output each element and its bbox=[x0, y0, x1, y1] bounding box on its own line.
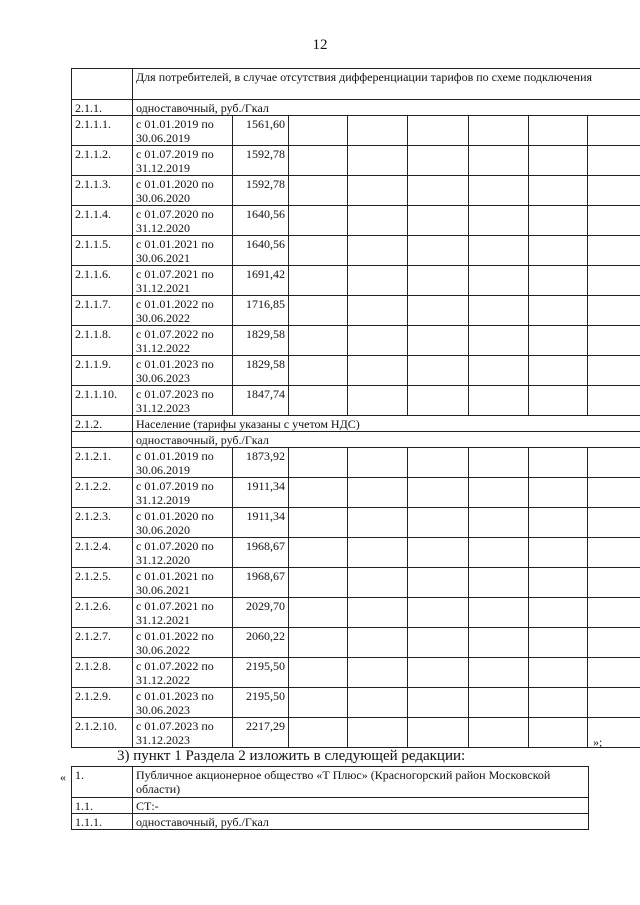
empty-cell bbox=[588, 568, 640, 598]
empty-cell bbox=[529, 386, 588, 416]
section-label: Население (тарифы указаны с учетом НДС) bbox=[133, 416, 640, 432]
row-num: 2.1.1.2. bbox=[72, 146, 133, 176]
empty-cell bbox=[469, 116, 529, 146]
row-text: СТ:- bbox=[133, 798, 589, 814]
empty-cell bbox=[529, 146, 588, 176]
row-period: с 01.01.2022 по 30.06.2022 bbox=[133, 628, 233, 658]
empty-cell bbox=[289, 658, 348, 688]
table-row bbox=[72, 628, 640, 658]
empty-cell bbox=[408, 236, 469, 266]
row-value: 1592,78 bbox=[233, 176, 289, 206]
table-row bbox=[72, 538, 640, 568]
empty-cell bbox=[529, 688, 588, 718]
empty-cell bbox=[348, 266, 408, 296]
empty-cell bbox=[529, 296, 588, 326]
table-row bbox=[72, 814, 589, 830]
empty-cell bbox=[529, 568, 588, 598]
row-value: 2217,29 bbox=[233, 718, 289, 748]
empty-cell bbox=[469, 176, 529, 206]
empty-cell bbox=[529, 718, 588, 748]
empty-cell bbox=[289, 538, 348, 568]
table-row bbox=[72, 116, 640, 146]
empty-cell bbox=[348, 146, 408, 176]
empty-cell bbox=[289, 568, 348, 598]
empty-cell bbox=[469, 206, 529, 236]
table-row bbox=[72, 266, 640, 296]
row-num: 2.1.1.8. bbox=[72, 326, 133, 356]
empty-cell bbox=[408, 478, 469, 508]
empty-cell bbox=[529, 266, 588, 296]
table-row bbox=[72, 598, 640, 628]
row-num: 2.1.2.8. bbox=[72, 658, 133, 688]
row-value: 1968,67 bbox=[233, 538, 289, 568]
empty-cell bbox=[408, 176, 469, 206]
table-row bbox=[72, 688, 640, 718]
empty-cell bbox=[348, 206, 408, 236]
empty-cell bbox=[588, 266, 640, 296]
empty-cell bbox=[529, 598, 588, 628]
empty-cell bbox=[469, 266, 529, 296]
empty-cell bbox=[469, 356, 529, 386]
empty-cell bbox=[469, 146, 529, 176]
row-value: 1716,85 bbox=[233, 296, 289, 326]
empty-cell bbox=[348, 296, 408, 326]
row-period: с 01.07.2020 по 31.12.2020 bbox=[133, 538, 233, 568]
empty-cell bbox=[289, 116, 348, 146]
row-value: 2195,50 bbox=[233, 688, 289, 718]
empty-cell bbox=[588, 628, 640, 658]
empty-cell bbox=[408, 538, 469, 568]
empty-cell bbox=[529, 116, 588, 146]
empty-cell bbox=[408, 658, 469, 688]
table-row bbox=[72, 767, 589, 798]
empty-cell bbox=[408, 688, 469, 718]
empty-cell bbox=[289, 266, 348, 296]
empty-cell bbox=[348, 598, 408, 628]
empty-cell bbox=[289, 236, 348, 266]
section-sublabel: одноставочный, руб./Гкал bbox=[133, 432, 640, 448]
row-value: 1847,74 bbox=[233, 386, 289, 416]
row-value: 1911,34 bbox=[233, 508, 289, 538]
empty-cell bbox=[348, 386, 408, 416]
empty-cell bbox=[408, 356, 469, 386]
row-num: 2.1.1.4. bbox=[72, 206, 133, 236]
empty-cell bbox=[408, 568, 469, 598]
empty-cell bbox=[348, 326, 408, 356]
empty-cell bbox=[289, 386, 348, 416]
empty-cell bbox=[588, 386, 640, 416]
empty-cell bbox=[289, 628, 348, 658]
row-text: одноставочный, руб./Гкал bbox=[133, 814, 589, 830]
empty-cell bbox=[469, 478, 529, 508]
empty-cell bbox=[469, 386, 529, 416]
empty-cell bbox=[348, 628, 408, 658]
row-num: 2.1.1.10. bbox=[72, 386, 133, 416]
row-period: с 01.01.2020 по 30.06.2020 bbox=[133, 176, 233, 206]
empty-cell bbox=[469, 568, 529, 598]
header-text: Для потребителей, в случае отсутствия дифференциации тарифов по схеме подключения bbox=[133, 69, 640, 100]
row-num: 2.1.2.7. bbox=[72, 628, 133, 658]
empty-cell bbox=[588, 688, 640, 718]
empty-cell bbox=[529, 508, 588, 538]
empty-cell bbox=[469, 598, 529, 628]
empty-cell bbox=[289, 176, 348, 206]
empty-cell bbox=[469, 508, 529, 538]
row-period: с 01.07.2022 по 31.12.2022 bbox=[133, 326, 233, 356]
empty-cell bbox=[348, 688, 408, 718]
table-row bbox=[72, 206, 640, 236]
section-num bbox=[72, 432, 133, 448]
org-table bbox=[71, 766, 589, 830]
row-period: с 01.07.2019 по 31.12.2019 bbox=[133, 478, 233, 508]
empty-cell bbox=[289, 146, 348, 176]
row-value: 2029,70 bbox=[233, 598, 289, 628]
empty-cell bbox=[469, 538, 529, 568]
section-num: 2.1.2. bbox=[72, 416, 133, 432]
row-period: с 01.01.2021 по 30.06.2021 bbox=[133, 236, 233, 266]
row-value: 1691,42 bbox=[233, 266, 289, 296]
empty-cell bbox=[529, 206, 588, 236]
table-row bbox=[72, 478, 640, 508]
empty-cell bbox=[588, 326, 640, 356]
empty-cell bbox=[408, 448, 469, 478]
empty-cell bbox=[408, 206, 469, 236]
empty-cell bbox=[348, 568, 408, 598]
empty-cell bbox=[289, 478, 348, 508]
page-number: 12 bbox=[312, 37, 328, 53]
instruction-text: 3) пункт 1 Раздела 2 изложить в следующей редакции: bbox=[117, 748, 466, 764]
empty-cell bbox=[408, 628, 469, 658]
empty-cell bbox=[408, 296, 469, 326]
empty-cell bbox=[588, 296, 640, 326]
row-value: 1592,78 bbox=[233, 146, 289, 176]
table-row bbox=[72, 508, 640, 538]
empty-cell bbox=[469, 658, 529, 688]
row-value: 2195,50 bbox=[233, 658, 289, 688]
empty-cell bbox=[348, 718, 408, 748]
empty-cell bbox=[529, 326, 588, 356]
empty-cell bbox=[289, 206, 348, 236]
empty-cell bbox=[529, 448, 588, 478]
empty-cell bbox=[588, 448, 640, 478]
empty-cell bbox=[588, 356, 640, 386]
empty-cell bbox=[289, 296, 348, 326]
row-num: 2.1.2.3. bbox=[72, 508, 133, 538]
row-period: с 01.07.2022 по 31.12.2022 bbox=[133, 658, 233, 688]
row-num: 2.1.2.6. bbox=[72, 598, 133, 628]
empty-cell bbox=[289, 718, 348, 748]
table-row bbox=[72, 568, 640, 598]
empty-cell bbox=[469, 688, 529, 718]
row-period: с 01.07.2023 по 31.12.2023 bbox=[133, 718, 233, 748]
row-value: 1640,56 bbox=[233, 206, 289, 236]
row-num: 2.1.2.5. bbox=[72, 568, 133, 598]
empty-cell bbox=[529, 538, 588, 568]
closing-quote: »; bbox=[593, 735, 603, 749]
empty-cell bbox=[469, 628, 529, 658]
empty-cell bbox=[289, 508, 348, 538]
row-period: с 01.01.2022 по 30.06.2022 bbox=[133, 296, 233, 326]
row-num: 2.1.1.1. bbox=[72, 116, 133, 146]
empty-cell bbox=[289, 356, 348, 386]
empty-cell bbox=[469, 326, 529, 356]
row-text: Публичное акционерное общество «Т Плюс» (Красногорский район Московской области) bbox=[133, 767, 589, 798]
row-period: с 01.07.2021 по 31.12.2021 bbox=[133, 266, 233, 296]
row-value: 2060,22 bbox=[233, 628, 289, 658]
empty-cell bbox=[529, 658, 588, 688]
empty-cell bbox=[469, 236, 529, 266]
row-period: с 01.07.2023 по 31.12.2023 bbox=[133, 386, 233, 416]
empty-cell bbox=[469, 718, 529, 748]
table-row bbox=[72, 448, 640, 478]
empty-cell bbox=[588, 146, 640, 176]
empty-cell bbox=[408, 718, 469, 748]
table-row bbox=[72, 326, 640, 356]
row-period: с 01.01.2023 по 30.06.2023 bbox=[133, 356, 233, 386]
table-row bbox=[72, 658, 640, 688]
empty-cell bbox=[529, 356, 588, 386]
empty-cell bbox=[348, 356, 408, 386]
row-period: с 01.01.2023 по 30.06.2023 bbox=[133, 688, 233, 718]
section-row bbox=[72, 432, 640, 448]
empty-cell bbox=[348, 116, 408, 146]
table-row bbox=[72, 386, 640, 416]
row-period: с 01.07.2019 по 31.12.2019 bbox=[133, 146, 233, 176]
empty-cell bbox=[469, 448, 529, 478]
empty-cell bbox=[348, 478, 408, 508]
table-row bbox=[72, 296, 640, 326]
row-period: с 01.01.2019 по 30.06.2019 bbox=[133, 116, 233, 146]
empty-cell bbox=[348, 508, 408, 538]
empty-cell bbox=[348, 658, 408, 688]
empty-cell bbox=[408, 508, 469, 538]
empty-cell bbox=[588, 478, 640, 508]
row-value: 1640,56 bbox=[233, 236, 289, 266]
section-num: 2.1.1. bbox=[72, 100, 133, 116]
opening-quote: « bbox=[60, 770, 66, 784]
empty-cell bbox=[529, 236, 588, 266]
empty-cell bbox=[348, 176, 408, 206]
empty-cell bbox=[588, 236, 640, 266]
table-header-row bbox=[72, 69, 640, 100]
empty-cell bbox=[588, 538, 640, 568]
row-num: 2.1.1.6. bbox=[72, 266, 133, 296]
empty-cell bbox=[469, 296, 529, 326]
empty-cell bbox=[408, 266, 469, 296]
row-num: 2.1.2.2. bbox=[72, 478, 133, 508]
row-value: 1968,67 bbox=[233, 568, 289, 598]
empty-cell bbox=[348, 538, 408, 568]
row-value: 1829,58 bbox=[233, 326, 289, 356]
empty-cell bbox=[588, 206, 640, 236]
empty-cell bbox=[408, 386, 469, 416]
empty-cell bbox=[289, 598, 348, 628]
empty-cell bbox=[408, 598, 469, 628]
row-period: с 01.01.2021 по 30.06.2021 bbox=[133, 568, 233, 598]
row-num: 2.1.1.9. bbox=[72, 356, 133, 386]
empty-cell bbox=[289, 326, 348, 356]
row-num: 2.1.1.3. bbox=[72, 176, 133, 206]
row-period: с 01.07.2021 по 31.12.2021 bbox=[133, 598, 233, 628]
row-value: 1829,58 bbox=[233, 356, 289, 386]
section-label: одноставочный, руб./Гкал bbox=[133, 100, 640, 116]
empty-cell bbox=[348, 236, 408, 266]
header-num-cell bbox=[72, 69, 133, 100]
row-num: 2.1.2.1. bbox=[72, 448, 133, 478]
row-period: с 01.01.2019 по 30.06.2019 bbox=[133, 448, 233, 478]
table-row bbox=[72, 146, 640, 176]
empty-cell bbox=[289, 448, 348, 478]
empty-cell bbox=[348, 448, 408, 478]
empty-cell bbox=[408, 146, 469, 176]
row-num: 1.1.1. bbox=[72, 814, 133, 830]
tariff-table bbox=[71, 68, 640, 748]
row-num: 2.1.2.10. bbox=[72, 718, 133, 748]
row-num: 1.1. bbox=[72, 798, 133, 814]
empty-cell bbox=[529, 176, 588, 206]
row-period: с 01.07.2020 по 31.12.2020 bbox=[133, 206, 233, 236]
row-num: 2.1.2.9. bbox=[72, 688, 133, 718]
table-row bbox=[72, 356, 640, 386]
empty-cell bbox=[529, 478, 588, 508]
empty-cell bbox=[588, 508, 640, 538]
row-num: 1. bbox=[72, 767, 133, 798]
table-row bbox=[72, 718, 640, 748]
empty-cell bbox=[289, 688, 348, 718]
empty-cell bbox=[408, 116, 469, 146]
row-num: 2.1.2.4. bbox=[72, 538, 133, 568]
row-value: 1911,34 bbox=[233, 478, 289, 508]
row-value: 1561,60 bbox=[233, 116, 289, 146]
row-value: 1873,92 bbox=[233, 448, 289, 478]
section-row bbox=[72, 416, 640, 432]
empty-cell bbox=[408, 326, 469, 356]
empty-cell bbox=[529, 628, 588, 658]
table-row bbox=[72, 798, 589, 814]
row-num: 2.1.1.5. bbox=[72, 236, 133, 266]
empty-cell bbox=[588, 176, 640, 206]
empty-cell bbox=[588, 116, 640, 146]
row-num: 2.1.1.7. bbox=[72, 296, 133, 326]
row-period: с 01.01.2020 по 30.06.2020 bbox=[133, 508, 233, 538]
empty-cell bbox=[588, 598, 640, 628]
table-row bbox=[72, 236, 640, 266]
empty-cell bbox=[588, 658, 640, 688]
table-row bbox=[72, 176, 640, 206]
section-row bbox=[72, 100, 640, 116]
